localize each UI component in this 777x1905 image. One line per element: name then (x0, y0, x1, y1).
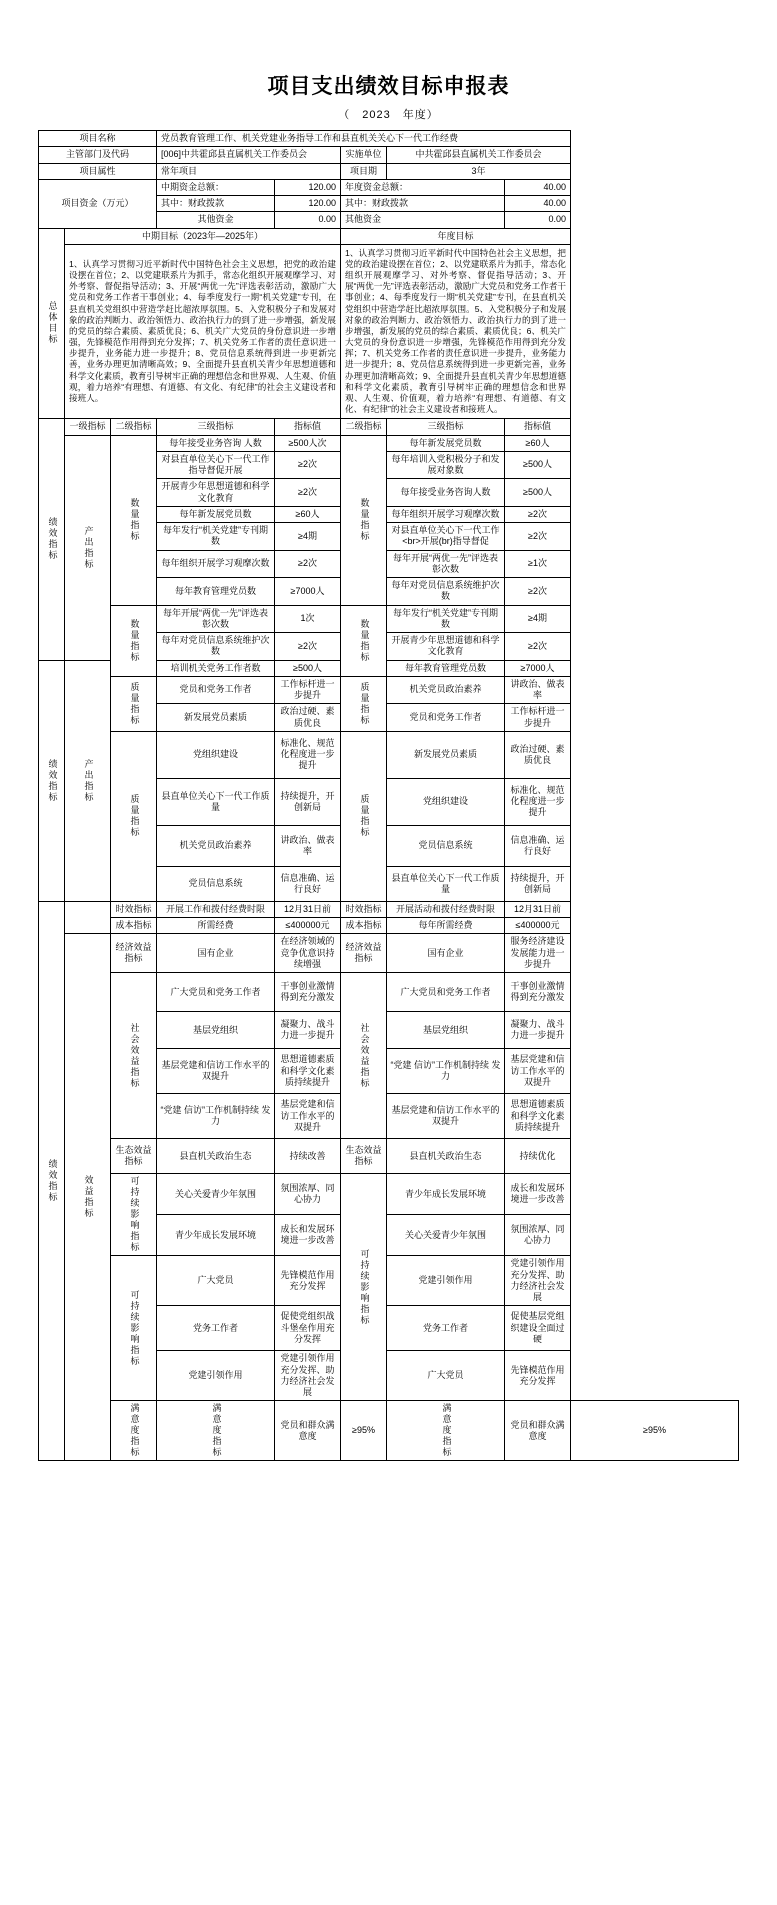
indicator-name: 新发展党员素质 (387, 731, 505, 778)
field-label-project-name: 项目名称 (39, 131, 157, 147)
indicator-name: 关心关爱青少年氛围 (157, 1174, 275, 1215)
col-header-value: 指标值 (275, 419, 341, 435)
indicator-value: 成长和发展环境进一步改善 (505, 1174, 571, 1215)
indicator-name: 党建引领作用 (157, 1351, 275, 1401)
indicator-name: 每年接受业务咨询 人数 (157, 435, 275, 451)
indicator-value: 凝聚力、战斗力进一步提升 (275, 1012, 341, 1049)
indicator-value: ≤400000元 (275, 918, 341, 934)
table-row (39, 1174, 739, 1215)
indicator-name: 开展活动和拨付经费时限 (387, 901, 505, 917)
field-label-unit: 实施单位 (341, 147, 387, 163)
indicator-value: 成长和发展环境进一步改善 (275, 1215, 341, 1256)
table-row (39, 901, 739, 917)
table-row (39, 605, 739, 633)
indicator-name: 广大党员 (157, 1256, 275, 1306)
indicator-name: 开展青少年思想道德和科学文化教育 (387, 633, 505, 661)
indicator-name: 国有企业 (157, 934, 275, 973)
level2-social-right: 社会效益指标 (341, 973, 387, 1139)
table-row (39, 731, 739, 778)
level2-quality-right: 质量指标 (341, 731, 387, 901)
funds-mid-other-label: 其他资金 (157, 212, 275, 228)
table-row (39, 1256, 739, 1306)
table-row (39, 179, 739, 195)
indicator-value: 先锋模范作用充分发挥 (275, 1256, 341, 1306)
indicator-name: 党员信息系统 (387, 825, 505, 866)
indicator-value: 党建引领作用充分发挥、助力经济社会发展 (275, 1351, 341, 1401)
indicator-value: ≥2次 (275, 451, 341, 479)
indicator-name: 每年组织开展学习观摩次数 (387, 506, 505, 522)
indicator-value: ≥4期 (275, 523, 341, 551)
level2-cost-right: 成本指标 (341, 918, 387, 934)
level2-quality-left-top: 质量指标 (111, 676, 157, 731)
indicator-value: ≥2次 (505, 578, 571, 606)
indicator-value: 思想道德素质和科学文化素质持续提升 (275, 1049, 341, 1094)
indicator-value: ≥60人 (505, 435, 571, 451)
level2-timeliness-left: 时效指标 (111, 901, 157, 917)
indicator-name: 党员和党务工作者 (157, 676, 275, 704)
indicator-value: 持续优化 (505, 1139, 571, 1174)
indicator-name: 基层党建和信访工作水平的双提升 (387, 1094, 505, 1139)
indicator-name: 基层党组织 (387, 1012, 505, 1049)
indicator-name: 开展工作和拨付经费时限 (157, 901, 275, 917)
indicator-value: 党建引领作用充分发挥、助力经济社会发展 (505, 1256, 571, 1306)
year-goal-title: 年度目标 (341, 228, 571, 244)
page-title: 项目支出绩效目标申报表 (267, 74, 510, 98)
col-header-level1: 一级指标 (65, 419, 111, 435)
level2-social-left: 社会效益指标 (111, 973, 157, 1139)
indicator-name: 广大党员和党务工作者 (157, 973, 275, 1012)
level1-output-2: 产出指标 (65, 660, 111, 901)
indicator-name: 每年教育管理党员数 (157, 578, 275, 606)
indicator-value: 工作标杆进一步提升 (505, 704, 571, 732)
indicator-value: 服务经济建设发展能力进一步提升 (505, 934, 571, 973)
indicator-value: ≥500人次 (275, 435, 341, 451)
indicator-value: ≥2次 (505, 506, 571, 522)
indicator-name: 广大党员 (387, 1351, 505, 1401)
indicator-name: 每年组织开展学习观摩次数 (157, 550, 275, 578)
indicator-name: 机关党员政治素养 (157, 825, 275, 866)
indicator-value: 氛围浓厚、同心协力 (505, 1215, 571, 1256)
indicator-value: 信息准确、运行良好 (505, 825, 571, 866)
funds-mid-total-label: 中期资金总额： (157, 179, 275, 195)
indicator-value: 持续提升，开创新局 (275, 778, 341, 825)
indicator-name: 县直机关政治生态 (157, 1139, 275, 1174)
indicator-name: 基层党组织 (157, 1012, 275, 1049)
indicator-name: 县直单位关心下一代工作质量 (157, 778, 275, 825)
indicator-name: 培训机关党务工作者数 (157, 660, 275, 676)
indicator-value: ≥1次 (505, 550, 571, 578)
col-header-level2-right: 二级指标 (341, 419, 387, 435)
indicator-name: 国有企业 (387, 934, 505, 973)
table-row (39, 973, 739, 1012)
indicator-name: 每年新发展党员数 (157, 506, 275, 522)
indicator-value: 干事创业激情得到充分激发 (275, 973, 341, 1012)
indicator-name: 开展青少年思想道德和科学文化教育 (157, 479, 275, 507)
field-label-department: 主管部门及代码 (39, 147, 157, 163)
field-label-period: 项目期 (341, 163, 387, 179)
indicator-value: 促使基层党组织建设全面过硬 (505, 1306, 571, 1351)
table-row (39, 1401, 739, 1461)
funds-mid-gov-label: 其中：财政拨款 (157, 196, 275, 212)
row-label-perf-indicator-2: 绩效指标 (39, 660, 65, 901)
indicator-name: “党建 信访”工作机制持续 发力 (387, 1049, 505, 1094)
indicator-value: 讲政治、做表率 (275, 825, 341, 866)
indicator-value: 基层党建和信访工作水平的双提升 (275, 1094, 341, 1139)
field-label-attribute: 项目属性 (39, 163, 157, 179)
level2-quantity-left-cont: 数量指标 (111, 605, 157, 676)
indicator-value: 标准化、规范化程度进一步提升 (505, 778, 571, 825)
level2-economic-left: 经济效益指标 (111, 934, 157, 973)
level2-satisfaction-left: 满意度指标 (157, 1401, 275, 1461)
indicator-name: 关心关爱青少年氛围 (387, 1215, 505, 1256)
level2-satisfaction-right: 满意度指标 (387, 1401, 505, 1461)
indicator-value: ≥500人 (275, 660, 341, 676)
table-row (39, 419, 739, 435)
indicator-value: ≥7000人 (505, 660, 571, 676)
indicator-value: ≥95% (341, 1401, 387, 1461)
table-row (39, 228, 739, 244)
indicator-name: 广大党员和党务工作者 (387, 973, 505, 1012)
indicator-name: 党建引领作用 (387, 1256, 505, 1306)
level2-economic-right: 经济效益指标 (341, 934, 387, 973)
indicator-name: 党员和群众满意度 (505, 1401, 571, 1461)
indicator-name: 党员和群众满意度 (275, 1401, 341, 1461)
indicator-name: 党员和党务工作者 (387, 704, 505, 732)
funds-year-gov-value: 40.00 (505, 196, 571, 212)
indicator-name: 县直机关政治生态 (387, 1139, 505, 1174)
indicator-value: ≥2次 (505, 523, 571, 551)
level1-output: 产出指标 (65, 435, 111, 660)
indicator-value: ≥2次 (275, 633, 341, 661)
indicator-name: 新发展党员素质 (157, 704, 275, 732)
level2-sustain-left-a: 可持续影响指标 (111, 1174, 157, 1256)
indicator-name: 每年对党员信息系统维护次数 (387, 578, 505, 606)
year-goal-text: 1、认真学习贯彻习近平新时代中国特色社会主义思想，把党的政治建设摆在首位；2、以党建联系片为抓手，常态化组织开展观摩学习、对外考察、督促指导活动；3、开展“两优一先”评选表彰活动，激励广大党员和党务工作者干事创业；4、每季度发行一期“机关党建”专刊，在县直机关党组织中营造学赶比超浓厚氛围。5、入党积极分子和发展对象的政治判断力、政治领悟力、政治执行力的到了进一步增强，新发展的党员的综合素质、素质优良；6、机关广大党员的身份意识进一步增强，先锋模范作用得到充分发挥；7、机关党务工作者的责任意识进一步提升，业务能力进一步提升；8、党员信息系统得到进一步更新完善，业务办理更加清晰高效；9、全面提升县直机关青少年思想道德和科学文化素质，教育引导树牢正确的理想信念和世界观、人生观、价值观，着力培养“有理想、有道德、有文化、有纪律”的社会主义建设者和接班人。 (341, 244, 571, 419)
indicator-value: 政治过硬、素质优良 (505, 731, 571, 778)
level1-output-3 (65, 901, 111, 934)
indicator-value: ≥500人 (505, 451, 571, 479)
indicator-value: 先锋模范作用充分发挥 (505, 1351, 571, 1401)
table-row (39, 244, 739, 419)
indicator-value: ≥500人 (505, 479, 571, 507)
indicator-name: 对县直单位关心下一代工作<br>开展(br)指导督促 (387, 523, 505, 551)
indicator-value: 1次 (275, 605, 341, 633)
indicator-value: 工作标杆进一步提升 (275, 676, 341, 704)
funds-year-total-label: 年度资金总额： (341, 179, 505, 195)
indicator-value: 12月31日前 (505, 901, 571, 917)
indicator-value: ≥60人 (275, 506, 341, 522)
indicator-name: 每年教育管理党员数 (387, 660, 505, 676)
indicator-name: 党组织建设 (387, 778, 505, 825)
level2-eco-right: 生态效益指标 (341, 1139, 387, 1174)
indicator-value: ≥95% (571, 1401, 739, 1461)
col-header-value-right: 指标值 (505, 419, 571, 435)
level1-satisfaction: 满意度指标 (111, 1401, 157, 1461)
indicator-name: 每年新发展党员数 (387, 435, 505, 451)
indicator-value: 氛围浓厚、同心协力 (275, 1174, 341, 1215)
row-label-perf-indicator-3: 绩效指标 (39, 901, 65, 1461)
mid-goal-text: 1、认真学习贯彻习近平新时代中国特色社会主义思想，把党的政治建设摆在首位；2、以党建联系片为抓手，常态化组织开展观摩学习、对外考察、督促指导活动；3、开展“两优一先”评选表彰活动，激励广大党员和党务工作者干事创业；4、每季度发行一期“机关党建”专刊，在县直机关党组织中营造学赶比超浓厚氛围。5、入党积极分子和发展对象的政治判断力、政治领悟力、政治执行力的到了进一步增强，新发展的党员的综合素质、素质优良；6、机关广大党员的身份意识进一步增强，先锋模范作用得到充分发挥；7、机关党务工作者的责任意识进一步提升，业务能力进一步提升；8、党员信息系统得到进一步更新完善，业务办理更加清晰高效；9、全面提升县直机关青少年思想道德和科学文化素质，教育引导树牢正确的理想信念和世界观、人生观、价值观，着力培养“有理想、有道德、有文化、有纪律”的社会主义建设者和接班人。 (65, 244, 341, 419)
field-value-project-name: 党员教育管理工作、机关党建业务指导工作和县直机关关心下一代工作经费 (157, 131, 571, 147)
table-row (39, 934, 739, 973)
level2-quantity-right: 数量指标 (341, 435, 387, 605)
col-header-level3: 三级指标 (157, 419, 275, 435)
level2-quantity-left: 数量指标 (111, 435, 157, 605)
indicator-value: ≥7000人 (275, 578, 341, 606)
funds-mid-total-value: 120.00 (275, 179, 341, 195)
funds-year-total-value: 40.00 (505, 179, 571, 195)
indicator-name: 每年发行“机关党建”专刊期数 (387, 605, 505, 633)
indicator-value: ≥2次 (505, 633, 571, 661)
indicator-value: ≤400000元 (505, 918, 571, 934)
indicator-name: 每年接受业务咨询人数 (387, 479, 505, 507)
indicator-value: 信息准确、运行良好 (275, 866, 341, 901)
indicator-name: 每年开展“两优一先”评选表彰次数 (157, 605, 275, 633)
level2-quantity-right-cont: 数量指标 (341, 605, 387, 676)
table-row (39, 676, 739, 704)
field-value-period: 3年 (387, 163, 571, 179)
indicator-value: 凝聚力、战斗力进一步提升 (505, 1012, 571, 1049)
field-value-unit: 中共霍邱县直属机关工作委员会 (387, 147, 571, 163)
indicator-value: 政治过硬、素质优良 (275, 704, 341, 732)
col-header-level3-right: 三级指标 (387, 419, 505, 435)
level2-quality-left: 质量指标 (111, 731, 157, 901)
field-label-funds: 项目资金（万元） (39, 179, 157, 228)
indicator-value: 标准化、规范化程度进一步提升 (275, 731, 341, 778)
indicator-name: 县直单位关心下一代工作质量 (387, 866, 505, 901)
page-subtitle: （ 2023 年度） (338, 109, 439, 121)
indicator-name: 每年发行“机关党建”专刊期数 (157, 523, 275, 551)
indicator-name: 对县直单位关心下一代工作指导督促开展 (157, 451, 275, 479)
indicator-value: 持续提升，开创新局 (505, 866, 571, 901)
col-header-level2: 二级指标 (111, 419, 157, 435)
field-value-attribute: 常年项目 (157, 163, 341, 179)
level2-sustain-left-b: 可持续影响指标 (111, 1256, 157, 1401)
field-value-department: [006]中共霍邱县直属机关工作委员会 (157, 147, 341, 163)
indicator-value: 思想道德素质和科学文化素质持续提升 (505, 1094, 571, 1139)
table-row (39, 131, 739, 147)
level1-benefit: 效益指标 (65, 934, 111, 1461)
indicator-value: 促使党组织战斗堡垒作用充分发挥 (275, 1306, 341, 1351)
indicator-name: 党组织建设 (157, 731, 275, 778)
funds-mid-other-value: 0.00 (275, 212, 341, 228)
funds-mid-gov-value: 120.00 (275, 196, 341, 212)
table-row (39, 1139, 739, 1174)
indicator-value: 干事创业激情得到充分激发 (505, 973, 571, 1012)
table-row (39, 435, 739, 451)
indicator-name: 每年培训入党积极分子和发展对象数 (387, 451, 505, 479)
indicator-name: “党建 信访”工作机制持续 发力 (157, 1094, 275, 1139)
level2-timeliness-right: 时效指标 (341, 901, 387, 917)
indicator-name: 青少年成长发展环境 (157, 1215, 275, 1256)
indicator-name: 每年开展“两优一先”评选表彰次数 (387, 550, 505, 578)
table-row (39, 147, 739, 163)
row-label-overall-goal: 总体目标 (39, 228, 65, 419)
indicator-value: 基层党建和信访工作水平的双提升 (505, 1049, 571, 1094)
indicator-name: 机关党员政治素养 (387, 676, 505, 704)
indicator-name: 所需经费 (157, 918, 275, 934)
indicator-value: ≥2次 (275, 479, 341, 507)
funds-year-other-value: 0.00 (505, 212, 571, 228)
indicator-value: 持续改善 (275, 1139, 341, 1174)
indicator-name: 每年所需经费 (387, 918, 505, 934)
indicator-name: 青少年成长发展环境 (387, 1174, 505, 1215)
indicator-value: ≥2次 (275, 550, 341, 578)
main-table (38, 130, 739, 1461)
funds-year-gov-label: 其中：财政拨款 (341, 196, 505, 212)
indicator-name: 党员信息系统 (157, 866, 275, 901)
row-label-perf-indicator-1: 绩效指标 (39, 419, 65, 660)
funds-year-other-label: 其他资金 (341, 212, 505, 228)
indicator-value: 12月31日前 (275, 901, 341, 917)
level2-eco-left: 生态效益指标 (111, 1139, 157, 1174)
indicator-name: 每年对党员信息系统维护次数 (157, 633, 275, 661)
indicator-name: 党务工作者 (157, 1306, 275, 1351)
level2-cost-left: 成本指标 (111, 918, 157, 934)
indicator-name: 党务工作者 (387, 1306, 505, 1351)
table-row (39, 163, 739, 179)
level2-quality-right-top: 质量指标 (341, 676, 387, 731)
indicator-name: 基层党建和信访工作水平的双提升 (157, 1049, 275, 1094)
indicator-value: ≥4期 (505, 605, 571, 633)
level2-sustain-right: 可持续影响指标 (341, 1174, 387, 1401)
indicator-value: 在经济领域的竞争优意识持续增强 (275, 934, 341, 973)
mid-goal-title: 中期目标（2023年—2025年） (65, 228, 341, 244)
table-row (39, 918, 739, 934)
indicator-value: 讲政治、做表率 (505, 676, 571, 704)
